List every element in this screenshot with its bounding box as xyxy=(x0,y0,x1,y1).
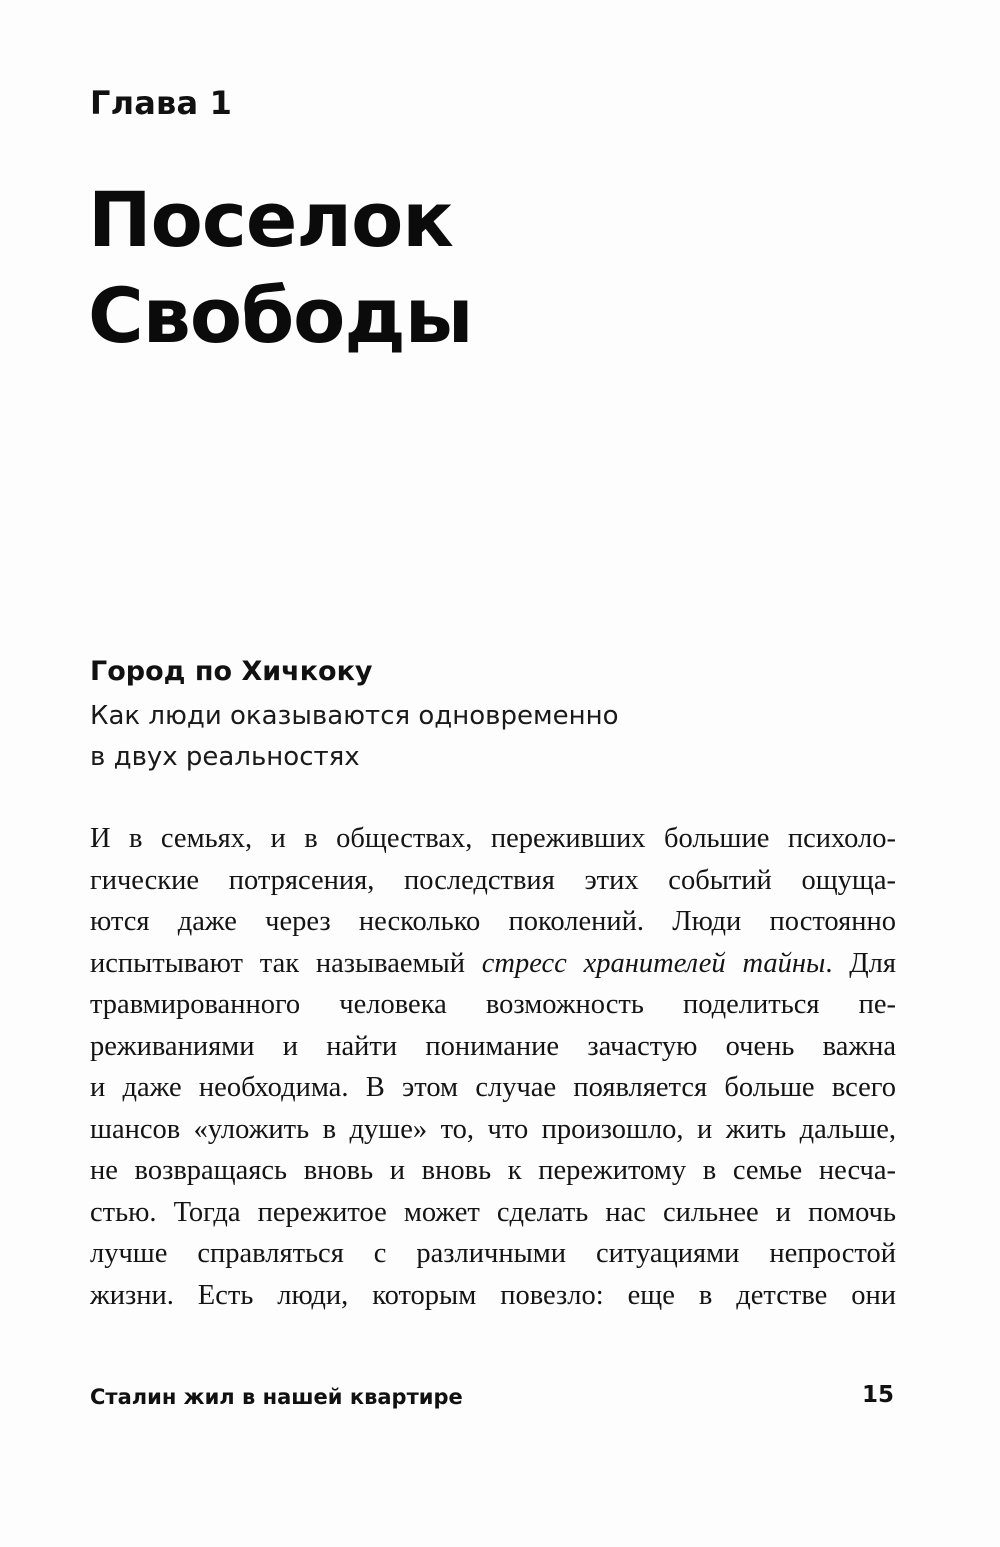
body-line: жизни. Есть люди, которым повезло: еще в детстве они xyxy=(90,1279,896,1311)
running-footer-title: Сталин жил в нашей квартире xyxy=(90,1385,463,1409)
body-line: И в семьях, и в обществах, переживших большие психоло- xyxy=(90,823,896,854)
body-line xyxy=(90,943,896,985)
chapter-label: Глава 1 xyxy=(90,84,233,122)
body-line: стью. Тогда пережитое может сделать нас сильнее и помочь xyxy=(90,1196,896,1228)
body-line: травмированного человека возможность поделиться пе- xyxy=(90,989,896,1020)
body-line: реживаниями и найти понимание зачастую очень важна xyxy=(90,1030,896,1062)
chapter-title-line: Свободы xyxy=(88,271,473,360)
section-subtitle-line: Как люди оказываются одновременно xyxy=(90,701,619,731)
body-line: гические потрясения, последствия этих событий ощуща- xyxy=(90,864,896,896)
body-line: лучше справляться с различными ситуациями непростой xyxy=(90,1238,896,1269)
chapter-title-line: Поселок xyxy=(88,175,453,264)
body-line: не возвращаясь вновь и вновь к пережитому в семье несча- xyxy=(90,1155,896,1186)
body-line: шансов «уложить в душе» то, что произошло, и жить дальше, xyxy=(90,1113,896,1145)
emphasized-term: стресс хранителей тайны xyxy=(481,947,826,979)
body-line: и даже необходима. В этом случае появляется больше всего xyxy=(90,1072,896,1103)
section-heading: Город по Хичкоку xyxy=(90,656,373,687)
chapter-title xyxy=(88,172,908,364)
body-line-text: испытывают так называемый xyxy=(90,947,482,979)
section-subtitle-line: в двух реальностях xyxy=(90,742,360,772)
body-line-text: . Для xyxy=(825,947,896,979)
body-line: ются даже через несколько поколений. Люди постоянно xyxy=(90,906,896,937)
page-number: 15 xyxy=(861,1382,894,1408)
body-text xyxy=(90,818,896,1316)
section-subtitle xyxy=(90,696,790,778)
